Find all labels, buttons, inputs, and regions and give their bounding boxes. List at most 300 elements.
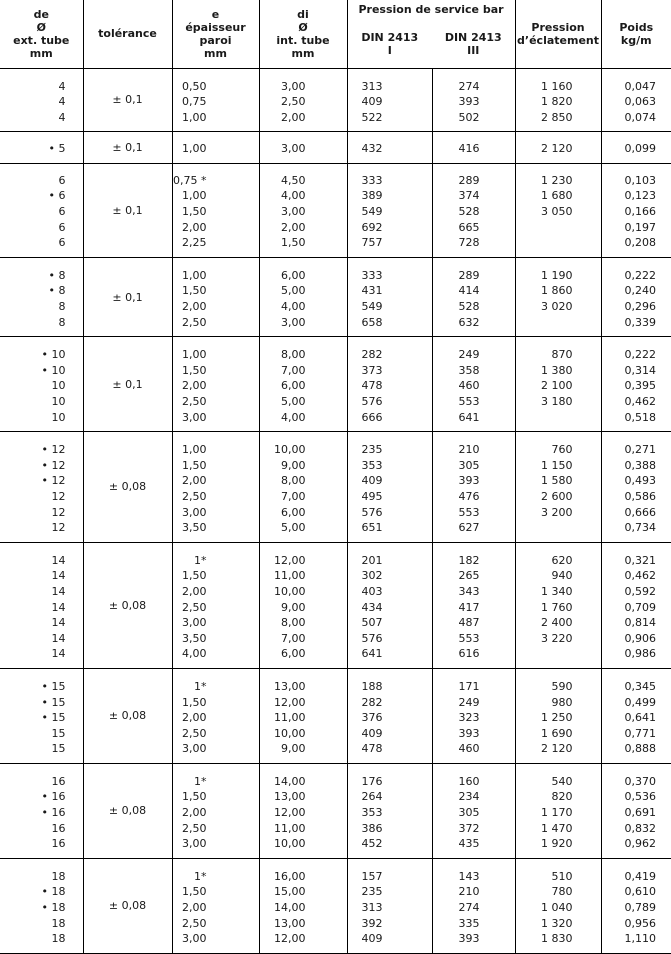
cell-value: 313 [361,901,383,915]
cell-value: 3,00 [182,837,207,851]
cell-value: 376 [361,711,383,725]
cell-value: 386 [361,821,383,835]
cell-value: 0,75 [182,95,207,109]
cell-value: 393 [458,726,480,740]
cell-value: 6 [58,220,66,234]
cell-value: 2 400 [541,616,573,630]
cell-burst-pressure [515,257,601,336]
cell-value: 0,222 [624,268,657,282]
cell-pressure-din-i [347,858,432,953]
cell-value: • 10 [41,363,66,377]
cell-value: 1* [194,869,207,883]
cell-value: 12,00 [274,932,306,946]
cell-value: 4 [58,95,66,109]
cell-value: 0,462 [624,569,657,583]
cell-weight [601,337,671,432]
cell-value: 1,00 [182,142,207,156]
cell-value: 10 [51,379,66,393]
cell-tolerance: ± 0,08 [83,858,172,953]
cell-value: 1 150 [541,458,573,472]
cell-value: 1 920 [541,837,573,851]
cell-value: 2,50 [281,95,306,109]
cell-value: 2,50 [182,821,207,835]
cell-value: 313 [361,79,383,93]
cell-value: 5,00 [281,395,306,408]
cell-outer-diameter [0,132,83,164]
cell-value: 528 [458,205,480,219]
cell-pressure-din-iii [432,132,515,164]
cell-value: 757 [361,236,383,250]
cell-value: 15 [51,742,66,756]
cell-value: 305 [458,806,480,820]
cell-value: • 16 [41,790,66,804]
cell-pressure-din-i [347,763,432,858]
cell-value: 3,00 [182,505,207,519]
cell-value: 1 040 [541,901,573,915]
cell-burst-pressure [515,668,601,763]
cell-pressure-din-iii [432,257,515,336]
cell-value: 3,00 [281,142,306,156]
cell-tolerance: ± 0,08 [83,668,172,763]
cell-value: 0,771 [624,726,657,740]
header-weight: Poids kg/m [601,0,671,68]
cell-value: 1,110 [624,932,657,946]
cell-value: 14 [51,647,66,661]
cell-value: 0,962 [624,837,657,851]
cell-value: 728 [458,236,480,250]
cell-value: • 16 [41,806,66,820]
cell-wall-thickness [172,257,259,336]
cell-value: 0,888 [624,742,657,756]
cell-value: 0,345 [624,679,657,693]
cell-value: 2,50 [182,916,207,930]
cell-value: 1 860 [541,284,573,298]
cell-value: 495 [361,489,383,503]
cell-value: 393 [458,95,480,109]
cell-value: 2,50 [182,726,207,740]
table-row-group [0,68,671,132]
cell-burst-pressure [515,337,601,432]
cell-value: 0,641 [624,711,657,725]
header-din-2413-iii: DIN 2413 III [432,21,515,68]
cell-value: 1 320 [541,916,573,930]
table-row-group [0,163,671,257]
cell-value: 333 [361,173,383,187]
cell-value: 0,956 [624,916,657,930]
cell-inner-diameter [259,163,347,257]
cell-value: 1 380 [541,363,573,377]
cell-value: 0,499 [624,695,657,709]
cell-value: 4,00 [281,189,306,203]
cell-value: 2,00 [182,300,207,314]
cell-pressure-din-i [347,668,432,763]
cell-value: 1,50 [182,205,207,219]
cell-value: 0,388 [624,458,657,472]
cell-value: 478 [361,379,383,393]
cell-value: 10,00 [274,443,306,457]
cell-value: 393 [458,474,480,488]
cell-value: 10,00 [274,584,306,598]
cell-value: 157 [361,869,383,883]
cell-value [516,220,601,236]
cell-value: 980 [551,695,573,709]
cell-value: 627 [458,521,480,535]
cell-value: 0,314 [624,363,657,377]
cell-value: 0,592 [624,584,657,598]
cell-value: 7,00 [281,363,306,377]
cell-value: 15,00 [274,885,306,899]
cell-value: 460 [458,742,480,756]
cell-value: 14 [51,553,66,567]
cell-value: 1,00 [182,348,207,362]
cell-value: 143 [458,869,480,883]
cell-pressure-din-i [347,432,432,543]
cell-tolerance: ± 0,1 [83,337,172,432]
cell-pressure-din-iii [432,68,515,132]
cell-outer-diameter [0,163,83,257]
cell-value: 409 [361,726,383,740]
cell-value: 665 [458,220,480,234]
cell-value: 3,00 [281,205,306,219]
cell-tolerance: ± 0,1 [83,132,172,164]
cell-tolerance: ± 0,08 [83,432,172,543]
cell-value: 10 [51,410,66,424]
cell-value: 434 [361,600,383,614]
cell-value: 1 820 [541,95,573,109]
cell-wall-thickness [172,858,259,953]
cell-value: 870 [551,348,573,362]
cell-value: 3 220 [541,631,573,645]
cell-value: 540 [551,774,573,788]
cell-pressure-din-iii [432,337,515,432]
cell-value: • 8 [48,268,66,282]
cell-value: 528 [458,300,480,314]
cell-outer-diameter [0,337,83,432]
cell-value: 1 230 [541,173,573,187]
cell-value: 641 [458,410,480,424]
cell-value: 414 [458,284,480,298]
cell-value [516,520,601,536]
cell-pressure-din-iii [432,858,515,953]
cell-value: 392 [361,916,383,930]
cell-value: 1,50 [182,569,207,583]
cell-value: 358 [458,363,480,377]
cell-value: 2,00 [182,901,207,915]
cell-inner-diameter [259,337,347,432]
cell-value: • 12 [41,474,66,488]
cell-value: 1,00 [182,268,207,282]
cell-value: 182 [458,553,480,567]
cell-value: 452 [361,837,383,851]
cell-tolerance: ± 0,1 [83,257,172,336]
cell-value: 6,00 [281,268,306,282]
cell-pressure-din-iii [432,163,515,257]
table-row-group [0,337,671,432]
cell-value: 235 [361,443,383,457]
cell-value: 1,00 [182,443,207,457]
cell-value: 478 [361,742,383,756]
cell-value: 0,536 [624,790,657,804]
cell-value: 1 340 [541,584,573,598]
cell-value: 353 [361,806,383,820]
cell-pressure-din-iii [432,542,515,668]
cell-value: 6 [58,173,66,187]
cell-value: 1,50 [182,790,207,804]
cell-value: 576 [361,505,383,519]
cell-value: 409 [361,95,383,109]
cell-tolerance: ± 0,1 [83,68,172,132]
cell-value: 0,047 [624,79,657,93]
cell-weight [601,763,671,858]
cell-value: 0,208 [624,236,657,250]
cell-value: 0,666 [624,505,657,519]
cell-burst-pressure [515,763,601,858]
cell-outer-diameter [0,432,83,543]
cell-value: 4 [58,79,66,93]
cell-value: 510 [551,869,573,883]
cell-value: 289 [458,173,480,187]
table-row-group [0,858,671,953]
cell-value: 940 [551,569,573,583]
cell-inner-diameter [259,542,347,668]
cell-value: 3,50 [182,631,207,645]
cell-value: 1 170 [541,806,573,820]
cell-inner-diameter [259,763,347,858]
cell-wall-thickness [172,68,259,132]
cell-value: 553 [458,505,480,519]
cell-value: 343 [458,584,480,598]
cell-wall-thickness [172,337,259,432]
header-service-pressure: Pression de service bar [347,0,515,21]
cell-value: 692 [361,220,383,234]
cell-value: 302 [361,569,383,583]
header-din-2413-i: DIN 2413 I [347,21,432,68]
cell-value: 13,00 [274,679,306,693]
cell-value: 9,00 [281,742,306,756]
cell-value: 0,271 [624,443,657,457]
cell-value: 549 [361,205,383,219]
cell-value: 460 [458,379,480,393]
cell-value: • 18 [41,901,66,915]
cell-tolerance: ± 0,08 [83,763,172,858]
cell-outer-diameter [0,257,83,336]
cell-value: 389 [361,189,383,203]
cell-value: 11,00 [274,569,306,583]
cell-value: 8 [58,315,66,329]
cell-value: 9,00 [281,600,306,614]
cell-value: 2 120 [541,742,573,756]
cell-value: 780 [551,885,573,899]
cell-value: 10,00 [274,837,306,851]
table-row-group [0,257,671,336]
cell-value: 432 [361,142,383,156]
cell-value: 0,103 [624,173,657,187]
cell-wall-thickness [172,542,259,668]
cell-value: 0,75 * [173,173,207,187]
cell-value: 264 [361,790,383,804]
cell-value: 409 [361,474,383,488]
cell-inner-diameter [259,858,347,953]
cell-value: 333 [361,268,383,282]
cell-value: 620 [551,553,573,567]
cell-weight [601,68,671,132]
cell-value: 18 [51,916,66,930]
cell-value: 576 [361,631,383,645]
cell-value: 1,50 [281,236,306,250]
cell-value: 1,50 [182,695,207,709]
cell-pressure-din-i [347,132,432,164]
cell-weight [601,668,671,763]
cell-value: 549 [361,300,383,314]
cell-value: 502 [458,110,480,124]
cell-value: 0,462 [624,395,657,408]
cell-value: 1,50 [182,363,207,377]
cell-weight [601,432,671,543]
cell-value: 373 [361,363,383,377]
cell-value: 0,339 [624,315,657,329]
cell-weight [601,542,671,668]
cell-value: 522 [361,110,383,124]
cell-value: 4 [58,110,66,124]
cell-value: • 8 [48,284,66,298]
cell-value: 1 250 [541,711,573,725]
cell-value: 553 [458,631,480,645]
cell-value: 416 [458,142,480,156]
cell-value: 0,074 [624,110,657,124]
header-inner-diameter: di Ø int. tube mm [259,0,347,68]
cell-value: 210 [458,885,480,899]
cell-burst-pressure [515,542,601,668]
cell-value: 2,50 [182,600,207,614]
cell-burst-pressure [515,858,601,953]
cell-value: 1,00 [182,110,207,124]
cell-value: 0,586 [624,489,657,503]
cell-value: 1,50 [182,885,207,899]
cell-burst-pressure [515,68,601,132]
cell-pressure-din-iii [432,432,515,543]
cell-value: 4,00 [281,300,306,314]
cell-wall-thickness [172,432,259,543]
cell-outer-diameter [0,858,83,953]
cell-value: 2,00 [281,220,306,234]
cell-value: 16 [51,821,66,835]
cell-value: 2,00 [182,711,207,725]
cell-value: 160 [458,774,480,788]
cell-value: 14,00 [274,774,306,788]
cell-value: 0,063 [624,95,657,109]
cell-value: 4,00 [182,647,207,661]
cell-value: 5,00 [281,284,306,298]
cell-value: 11,00 [274,821,306,835]
cell-value: 12 [51,505,66,519]
table-row-group [0,763,671,858]
cell-value: • 12 [41,443,66,457]
cell-value: 282 [361,695,383,709]
cell-value: 2 100 [541,379,573,393]
cell-value: • 18 [41,885,66,899]
cell-value: 0,734 [624,521,657,535]
cell-value: 0,321 [624,553,657,567]
cell-value: 8 [58,300,66,314]
header-wall-thickness: e épaisseur paroi mm [172,0,259,68]
cell-value: 5,00 [281,521,306,535]
cell-value: 2,00 [182,584,207,598]
cell-value: • 10 [41,348,66,362]
cell-weight [601,858,671,953]
cell-value: 0,50 [182,79,207,93]
cell-value: 507 [361,616,383,630]
cell-value: 3,00 [182,616,207,630]
cell-value: 6,00 [281,505,306,519]
cell-value: 11,00 [274,711,306,725]
cell-value: 0,099 [624,142,657,156]
cell-pressure-din-iii [432,668,515,763]
cell-value: 3,50 [182,521,207,535]
cell-pressure-din-iii [432,763,515,858]
cell-value: 1 680 [541,189,573,203]
cell-value: 651 [361,521,383,535]
cell-value: 7,00 [281,489,306,503]
cell-value [516,646,601,662]
cell-value: • 15 [41,679,66,693]
cell-pressure-din-i [347,337,432,432]
header-outer-diameter: de Ø ext. tube mm [0,0,83,68]
cell-value: 14 [51,584,66,598]
cell-value [516,235,601,251]
cell-value: 409 [361,932,383,946]
cell-burst-pressure [515,163,601,257]
header-tolerance: tolérance [83,0,172,68]
cell-value: 188 [361,679,383,693]
cell-value: 431 [361,284,383,298]
cell-value: 16 [51,837,66,851]
cell-value: 372 [458,821,480,835]
cell-value: 476 [458,489,480,503]
cell-value: 0,814 [624,616,657,630]
cell-value: 2,50 [182,395,207,408]
cell-value: 335 [458,916,480,930]
cell-value: 1 160 [541,79,573,93]
cell-burst-pressure [515,432,601,543]
cell-value: • 15 [41,695,66,709]
cell-value: 249 [458,695,480,709]
cell-value: 14 [51,569,66,583]
cell-value: 235 [361,885,383,899]
cell-value: 2 600 [541,489,573,503]
cell-value: • 5 [48,142,66,156]
cell-value: 1* [194,553,207,567]
cell-value: 9,00 [281,458,306,472]
cell-value: 16,00 [274,869,306,883]
cell-value: 234 [458,790,480,804]
cell-value: 1,50 [182,284,207,298]
cell-value: 1 760 [541,600,573,614]
cell-value: 553 [458,395,480,408]
cell-value: 666 [361,410,383,424]
cell-value: 1 190 [541,268,573,282]
cell-value: 0,518 [624,410,657,424]
cell-value: 1 470 [541,821,573,835]
cell-value: 0,832 [624,821,657,835]
cell-value: 3,00 [281,315,306,329]
cell-value: 16 [51,774,66,788]
cell-value: 616 [458,647,480,661]
cell-value: 3,00 [182,932,207,946]
cell-value: • 12 [41,458,66,472]
cell-inner-diameter [259,257,347,336]
cell-inner-diameter [259,132,347,164]
cell-value: 4,00 [281,410,306,424]
